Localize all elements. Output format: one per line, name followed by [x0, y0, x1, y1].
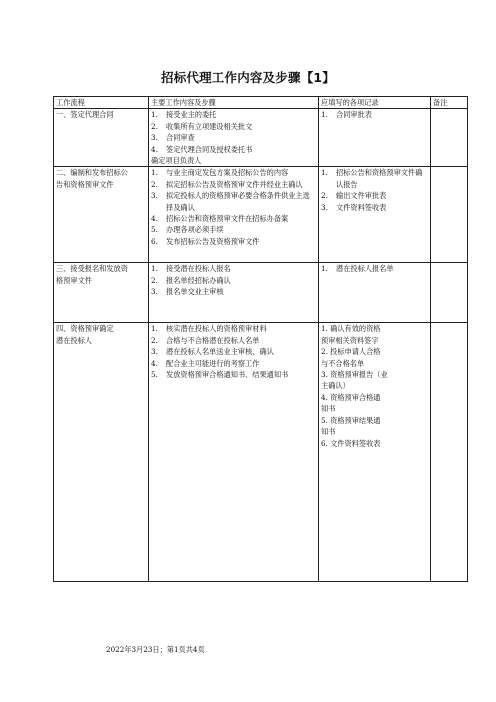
table-row: [54, 167, 468, 263]
work-steps-table: [53, 96, 468, 582]
table-row: [54, 323, 468, 582]
item-text: 发布招标公告及资格预审文件: [166, 236, 260, 246]
header-process: 工作流程: [54, 97, 149, 109]
record-line: 与不合格名单: [321, 358, 365, 368]
process-cell: [54, 263, 149, 323]
item-text: 报名单交业主审核: [166, 287, 224, 297]
item-number: 1.: [151, 324, 158, 334]
item-number: 2.: [321, 191, 328, 201]
item-number: 4.: [151, 144, 158, 154]
item-text: 招标公告和资格预审文件在招标办备案: [166, 214, 289, 224]
item-text: 收集所有立项建设相关批文: [166, 121, 253, 131]
item-text: 潜在投标人报名单: [336, 264, 394, 274]
item-text: 与业主商定发包方案及招标公告的内容: [166, 168, 289, 178]
records-cell: [319, 323, 431, 582]
record-line: 1. 确认有效的资格: [321, 324, 381, 334]
list-item: [151, 190, 316, 213]
records-cell: [319, 167, 431, 263]
list-item: [151, 179, 316, 190]
item-number: 1.: [151, 168, 158, 178]
item-number: 4.: [151, 358, 158, 368]
process-text: 告和资格预审文件: [56, 179, 114, 189]
process-cell: [54, 109, 149, 167]
steps-cell: [149, 167, 319, 263]
item-number: 5.: [151, 370, 158, 380]
item-number: 3.: [321, 202, 328, 212]
list-item: [151, 236, 316, 247]
item-number: 2.: [151, 335, 158, 345]
process-text: 三、接受报名和发放资: [56, 264, 128, 274]
item-number: 2.: [151, 275, 158, 285]
item-text: 拟定招标公告及资格预审文件并经业主确认: [166, 179, 303, 189]
list-item: [321, 263, 428, 274]
item-text: 确定项目负责人: [151, 156, 202, 166]
item-text: 配合业主可能进行的考察工作: [166, 358, 260, 368]
remark-cell: [431, 109, 468, 167]
header-remarks: 备注: [431, 97, 468, 109]
item-number: 5.: [151, 225, 158, 235]
item-text: 接受潜在投标人报名: [166, 264, 231, 274]
steps-cell: [149, 263, 319, 323]
item-text: 合同审批表: [336, 110, 372, 120]
record-line: 知书: [321, 427, 336, 437]
item-text: 输出文件审批表: [336, 191, 387, 201]
item-number: 6.: [151, 236, 158, 246]
list-item: [151, 167, 316, 178]
record-line: 知书: [321, 404, 336, 414]
item-number: 3.: [151, 287, 158, 297]
page-title: 招标代理工作内容及步骤【1】: [161, 70, 335, 85]
item-number: 1.: [321, 110, 328, 120]
item-text: 报名单经招标办确认: [166, 275, 231, 285]
table-header-row: [54, 97, 468, 109]
record-line: 预审相关资料签字: [321, 335, 379, 345]
header-records: 应填写的各项记录: [319, 97, 431, 109]
item-text: 文件资料签收表: [336, 202, 387, 212]
steps-cell: [149, 109, 319, 167]
records-cell: [319, 109, 431, 167]
item-text: 办理各项必须手续: [166, 225, 224, 235]
record-line: 6. 文件资料签收表: [321, 438, 381, 448]
record-line: 3. 资格预审报告（业: [321, 370, 388, 380]
item-text: 潜在投标人名单送业主审核、确认: [166, 347, 274, 357]
record-line: 4. 资格预审合格通: [321, 392, 381, 402]
item-text: 招标公告和资格预审文件确认报告: [336, 168, 423, 189]
list-item: [151, 144, 316, 155]
item-number: 3.: [151, 347, 158, 357]
list-item: [151, 121, 316, 132]
process-cell: [54, 323, 149, 582]
item-text: 签定代理合同及授权委托书: [166, 144, 253, 154]
list-item: [151, 335, 316, 346]
list-item: [321, 190, 428, 201]
list-item: [151, 263, 316, 274]
list-item: [151, 346, 316, 357]
item-number: 2.: [151, 121, 158, 131]
item-number: 4.: [151, 214, 158, 224]
process-text: 二、编制和发布招标公: [56, 168, 128, 178]
list-item: [151, 358, 316, 369]
list-item: [321, 202, 428, 213]
item-text: 合同审查: [166, 133, 195, 143]
item-text: 拟定投标人的资格预审必要合格条件供业主选择及确认: [166, 191, 310, 212]
item-number: 1.: [151, 264, 158, 274]
item-text: 核实潜在投标人的资格预审材料: [166, 324, 267, 334]
process-text: 格预审文件: [56, 275, 92, 285]
list-item: [151, 286, 316, 297]
record-line: 2. 投标申请人合格: [321, 347, 381, 357]
list-item: [151, 275, 316, 286]
table-row: [54, 109, 468, 167]
list-item: [151, 213, 316, 224]
list-item: [151, 224, 316, 235]
item-text: 接受业主的委托: [166, 110, 217, 120]
list-item: [321, 167, 428, 190]
list-item: [151, 132, 316, 143]
record-line: 主确认）: [321, 381, 350, 391]
steps-cell: [149, 323, 319, 582]
item-number: 3.: [151, 133, 158, 143]
item-number: 1.: [151, 110, 158, 120]
item-number: 3.: [151, 191, 158, 201]
remark-cell: [431, 167, 468, 263]
item-number: 2.: [151, 179, 158, 189]
process-text: 潜在投标人: [56, 335, 92, 345]
process-text: 四、资格预审确定: [56, 324, 114, 334]
table-row: [54, 263, 468, 323]
remark-cell: [431, 263, 468, 323]
item-number: 1.: [321, 264, 328, 274]
records-cell: [319, 263, 431, 323]
item-text: 合格与不合格潜在投标人名单: [166, 335, 260, 345]
list-item: [151, 369, 316, 380]
record-line: 5. 资格预审结果通: [321, 415, 381, 425]
list-item: [321, 109, 428, 120]
page-footer: 2022年3月23日；第1页共4页: [106, 645, 205, 654]
process-cell: [54, 167, 149, 263]
list-item: [151, 109, 316, 120]
item-text: 发放资格预审合格通知书、结果通知书: [166, 370, 289, 380]
list-item: [151, 323, 316, 334]
remark-cell: [431, 323, 468, 582]
process-text: 一、签定代理合同: [56, 110, 114, 120]
item-number: 1.: [321, 168, 328, 178]
header-steps: 主要工作内容及步骤: [149, 97, 319, 109]
